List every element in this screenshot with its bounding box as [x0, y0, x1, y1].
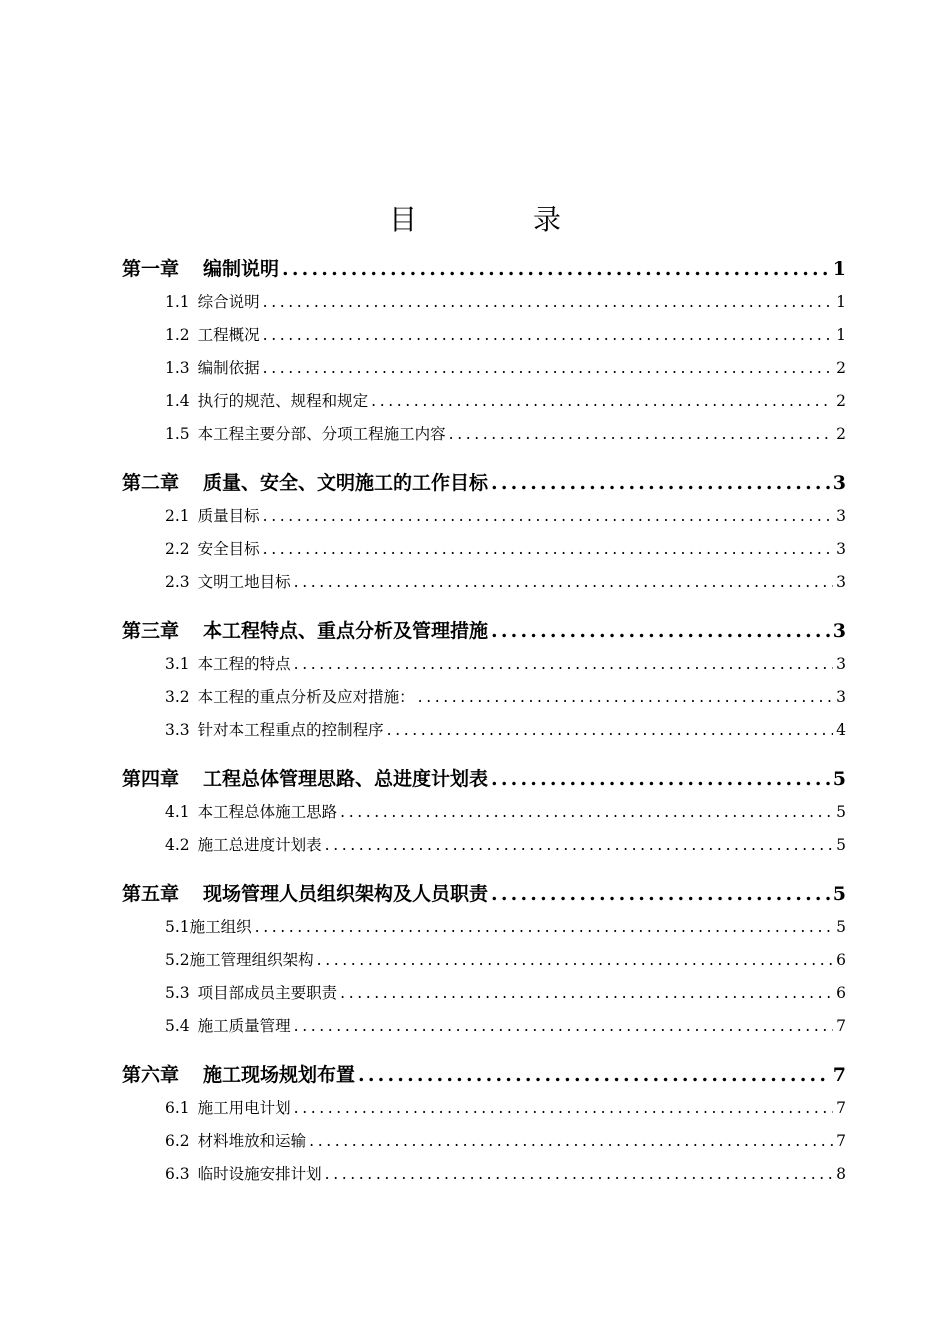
toc-entry-number: 5.1: [165, 918, 190, 936]
toc-section-entry[interactable]: [122, 1158, 846, 1191]
dot-leader: [491, 877, 830, 911]
dot-leader: [294, 566, 833, 599]
toc-entry-label: 本工程特点、重点分析及管理措施: [203, 620, 489, 642]
toc-chapter-entry[interactable]: [122, 877, 846, 911]
toc-entry-label: 本工程主要分部、分项工程施工内容: [197, 425, 446, 443]
toc-entry-number: 6.2: [165, 1132, 190, 1150]
toc-entry-number: 1.5: [165, 425, 190, 443]
toc-entry-number: 第三章: [122, 620, 180, 642]
dot-leader: [317, 944, 833, 977]
toc-page-number: 3: [836, 540, 846, 558]
dot-leader: [255, 911, 833, 944]
toc-section-entry[interactable]: [122, 1010, 846, 1043]
table-of-contents: [122, 252, 846, 1191]
toc-section-entry[interactable]: [122, 911, 846, 944]
toc-entry-label: 工程总体管理思路、总进度计划表: [203, 768, 489, 790]
toc-section-entry[interactable]: [122, 1125, 846, 1158]
toc-entry-label: 施工总进度计划表: [197, 836, 322, 854]
toc-section-entry[interactable]: [122, 418, 846, 451]
toc-entry-label: 安全目标: [197, 540, 260, 558]
toc-entry-number: 6.3: [165, 1165, 190, 1183]
toc-page-number: 7: [836, 1132, 846, 1150]
toc-page-number: 5: [832, 883, 846, 905]
toc-title: 目 录: [388, 203, 605, 236]
dot-leader: [358, 1058, 830, 1092]
toc-page-number: 2: [836, 425, 846, 443]
toc-section-entry[interactable]: [122, 385, 846, 418]
toc-entry-number: 1.4: [165, 392, 190, 410]
dot-leader: [294, 1010, 833, 1043]
toc-page-number: 1: [836, 326, 846, 344]
toc-page-number: 3: [836, 573, 846, 591]
toc-page-number: 2: [836, 392, 846, 410]
toc-page-number: 7: [832, 1064, 846, 1086]
dot-leader: [449, 418, 833, 451]
toc-entry-label: 施工质量管理: [197, 1017, 291, 1035]
toc-entry-number: 2.1: [165, 507, 190, 525]
dot-leader: [325, 1158, 833, 1191]
toc-section-entry[interactable]: [122, 648, 846, 681]
toc-entry-number: 1.1: [165, 293, 190, 311]
toc-page-number: 3: [836, 655, 846, 673]
toc-entry-label: 文明工地目标: [197, 573, 291, 591]
toc-entry-label: 执行的规范、规程和规定: [197, 392, 369, 410]
toc-page-number: 5: [832, 768, 846, 790]
dot-leader: [263, 500, 833, 533]
toc-page-number: 3: [836, 688, 846, 706]
dot-leader: [491, 614, 830, 648]
dot-leader: [325, 829, 833, 862]
toc-entry-label: 施工组织: [189, 918, 252, 936]
dot-leader: [263, 533, 833, 566]
dot-leader: [340, 796, 833, 829]
dot-leader: [282, 252, 830, 286]
toc-entry-number: 第二章: [122, 472, 180, 494]
toc-section-entry[interactable]: [122, 500, 846, 533]
toc-entry-number: 2.2: [165, 540, 190, 558]
toc-entry-number: 4.2: [165, 836, 190, 854]
toc-entry-number: 2.3: [165, 573, 190, 591]
toc-entry-label: 项目部成员主要职责: [197, 984, 338, 1002]
toc-page-number: 5: [836, 836, 846, 854]
toc-entry-label: 施工现场规划布置: [203, 1064, 356, 1086]
toc-entry-number: 3.3: [165, 721, 190, 739]
toc-entry-number: 第五章: [122, 883, 180, 905]
toc-section-entry[interactable]: [122, 1092, 846, 1125]
toc-entry-label: 编制说明: [203, 258, 280, 280]
dot-leader: [263, 319, 833, 352]
toc-page-number: 7: [836, 1099, 846, 1117]
toc-page-number: 6: [836, 984, 846, 1002]
toc-section-entry[interactable]: [122, 533, 846, 566]
dot-leader: [309, 1125, 833, 1158]
dot-leader: [340, 977, 833, 1010]
toc-entry-number: 5.4: [165, 1017, 190, 1035]
toc-section-entry[interactable]: [122, 829, 846, 862]
toc-entry-label: 本工程的重点分析及应对措施：: [197, 688, 415, 706]
toc-entry-number: 5.3: [165, 984, 190, 1002]
toc-page-number: 1: [832, 258, 846, 280]
toc-entry-number: 6.1: [165, 1099, 190, 1117]
toc-entry-label: 本工程总体施工思路: [197, 803, 338, 821]
toc-section-entry[interactable]: [122, 286, 846, 319]
dot-leader: [294, 648, 833, 681]
toc-page-number: 6: [836, 951, 846, 969]
dot-leader: [491, 466, 830, 500]
toc-chapter-entry[interactable]: [122, 252, 846, 286]
toc-entry-label: 针对本工程重点的控制程序: [197, 721, 384, 739]
toc-entry-number: 第六章: [122, 1064, 180, 1086]
toc-chapter-entry[interactable]: [122, 466, 846, 500]
toc-section-entry[interactable]: [122, 566, 846, 599]
toc-entry-label: 综合说明: [197, 293, 260, 311]
toc-page-number: 1: [836, 293, 846, 311]
toc-page-number: 3: [832, 472, 846, 494]
toc-entry-number: 第四章: [122, 768, 180, 790]
toc-page-number: 4: [836, 721, 846, 739]
toc-section-entry[interactable]: [122, 352, 846, 385]
toc-entry-number: 4.1: [165, 803, 190, 821]
toc-entry-number: 1.3: [165, 359, 190, 377]
toc-section-entry[interactable]: [122, 977, 846, 1010]
toc-entry-number: 第一章: [122, 258, 180, 280]
toc-chapter-entry[interactable]: [122, 762, 846, 796]
toc-page-number: 5: [836, 918, 846, 936]
toc-section-entry[interactable]: [122, 944, 846, 977]
dot-leader: [371, 385, 833, 418]
toc-entry-label: 编制依据: [197, 359, 260, 377]
toc-entry-label: 临时设施安排计划: [197, 1165, 322, 1183]
toc-entry-label: 本工程的特点: [197, 655, 291, 673]
toc-entry-number: 1.2: [165, 326, 190, 344]
toc-page-number: 3: [836, 507, 846, 525]
toc-entry-label: 施工用电计划: [197, 1099, 291, 1117]
toc-page-number: 7: [836, 1017, 846, 1035]
toc-page-number: 3: [832, 620, 846, 642]
toc-chapter-entry[interactable]: [122, 1058, 846, 1092]
dot-leader: [491, 762, 830, 796]
toc-entry-number: 3.2: [165, 688, 190, 706]
toc-section-entry[interactable]: [122, 796, 846, 829]
toc-entry-label: 工程概况: [197, 326, 260, 344]
toc-page-number: 2: [836, 359, 846, 377]
toc-chapter-entry[interactable]: [122, 614, 846, 648]
toc-entry-number: 3.1: [165, 655, 190, 673]
toc-entry-label: 材料堆放和运输: [197, 1132, 307, 1150]
dot-leader: [387, 714, 833, 747]
toc-page-number: 8: [836, 1165, 846, 1183]
toc-entry-label: 质量、安全、文明施工的工作目标: [203, 472, 489, 494]
dot-leader: [294, 1092, 833, 1125]
toc-section-entry[interactable]: [122, 681, 846, 714]
toc-page-number: 5: [836, 803, 846, 821]
dot-leader: [263, 286, 833, 319]
dot-leader: [263, 352, 833, 385]
toc-section-entry[interactable]: [122, 319, 846, 352]
toc-section-entry[interactable]: [122, 714, 846, 747]
toc-entry-label: 现场管理人员组织架构及人员职责: [203, 883, 489, 905]
toc-entry-label: 质量目标: [197, 507, 260, 525]
toc-entry-number: 5.2: [165, 951, 190, 969]
toc-entry-label: 施工管理组织架构: [189, 951, 314, 969]
dot-leader: [418, 681, 833, 714]
